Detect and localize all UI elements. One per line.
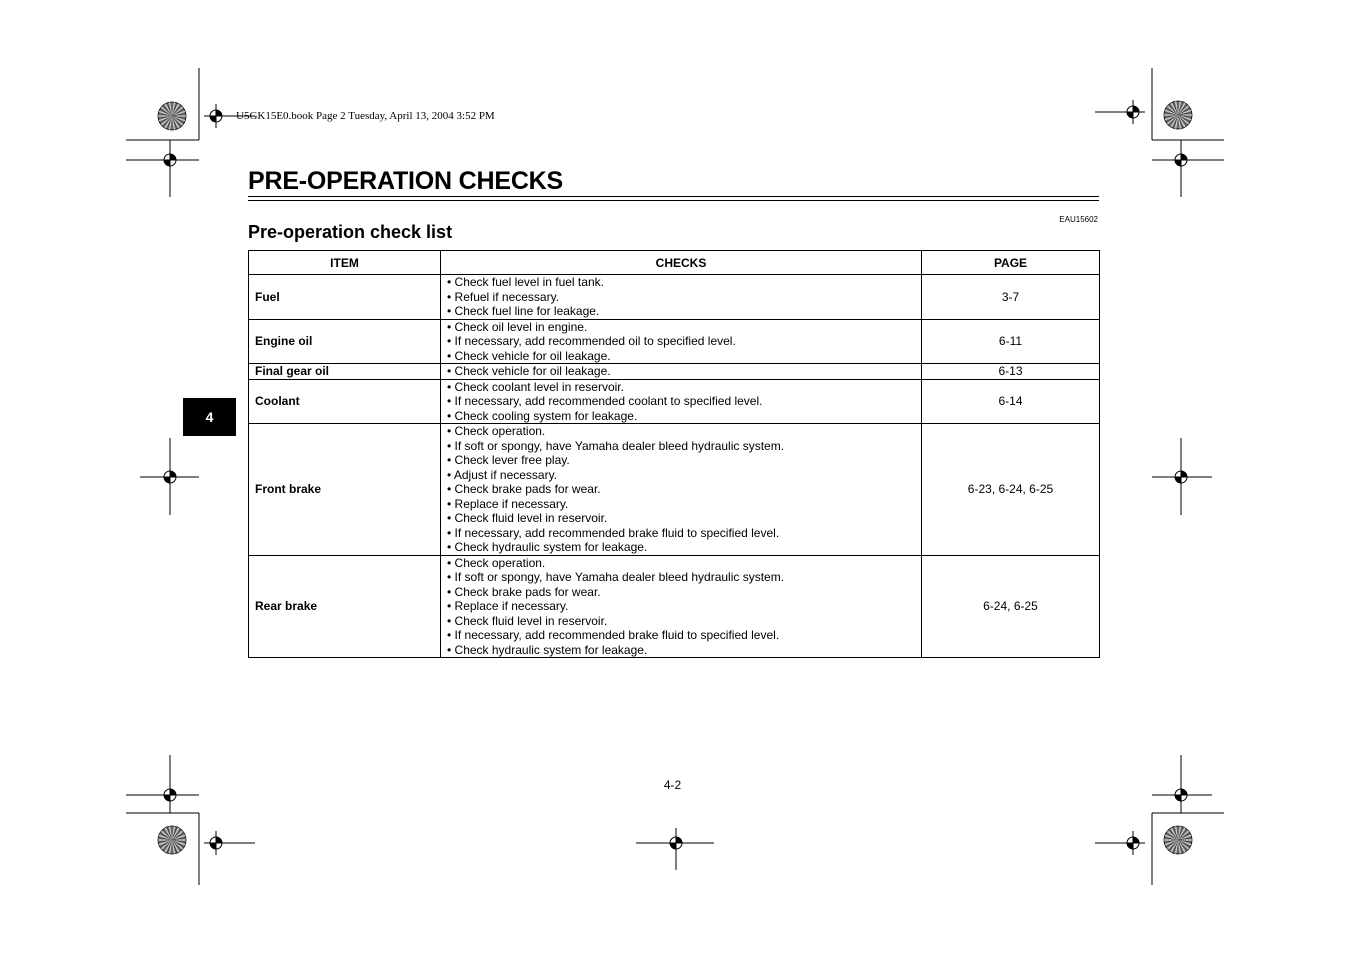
title-rule [248, 196, 1099, 197]
check-line: • Check hydraulic system for leakage. [447, 642, 648, 657]
check-line: • Check fluid level in reservoir. [447, 511, 608, 525]
title-rule-thin [248, 200, 1099, 201]
table-header-row [249, 251, 1100, 275]
check-list-table [248, 250, 1100, 658]
page-title: PRE-OPERATION CHECKS [248, 167, 564, 195]
check-line: • If soft or spongy, have Yamaha dealer bleed hydraulic system. [447, 570, 785, 584]
check-line: • Check operation. [447, 555, 546, 570]
book-info-header: U5GK15E0.book Page 2 Tuesday, April 13, 2004 3:52 PM [236, 110, 495, 122]
check-line: • Check oil level in engine. [447, 319, 588, 334]
table-row [249, 364, 1100, 380]
row-item: Fuel [249, 275, 441, 320]
check-line: • Check hydraulic system for leakage. [447, 540, 648, 554]
check-line: • Check vehicle for oil leakage. [447, 364, 611, 378]
check-line: • Check operation. [447, 424, 546, 438]
row-page: 6-23, 6-24, 6-25 [922, 424, 1100, 556]
check-line: • Refuel if necessary. [447, 289, 560, 304]
row-item: Final gear oil [249, 364, 441, 380]
row-page: 6-11 [922, 319, 1100, 364]
check-line: • Check fuel level in fuel tank. [447, 275, 604, 289]
header-page: PAGE [922, 251, 1100, 275]
table-row [249, 275, 1100, 320]
check-line: • Check brake pads for wear. [447, 584, 601, 599]
check-line: • Replace if necessary. [447, 599, 569, 613]
check-line: • Check fluid level in reservoir. [447, 613, 608, 628]
table-row [249, 555, 1100, 658]
row-item: Rear brake [249, 555, 441, 658]
check-line: • Check vehicle for oil leakage. [447, 348, 611, 363]
check-line: • Check brake pads for wear. [447, 482, 601, 496]
header-checks: CHECKS [441, 251, 922, 275]
check-line: • If soft or spongy, have Yamaha dealer bleed hydraulic system. [447, 438, 785, 453]
starburst-mark-icon [1164, 101, 1192, 129]
row-page: 6-24, 6-25 [922, 555, 1100, 658]
section-title: Pre-operation check list [248, 222, 453, 242]
check-line: • If necessary, add recommended coolant to specified level. [447, 394, 763, 408]
table-row [249, 319, 1100, 364]
row-page: 6-14 [922, 379, 1100, 424]
check-line: • Replace if necessary. [447, 496, 569, 511]
header-item: ITEM [249, 251, 441, 275]
table-row [249, 424, 1100, 556]
row-checks [441, 275, 922, 320]
check-line: • If necessary, add recommended brake fluid to specified level. [447, 628, 780, 642]
table-row [249, 379, 1100, 424]
row-checks [441, 364, 922, 380]
row-item: Front brake [249, 424, 441, 556]
row-page: 6-13 [922, 364, 1100, 380]
check-line: • Check lever free play. [447, 453, 570, 467]
check-line: • Check cooling system for leakage. [447, 408, 638, 423]
starburst-mark-icon [1164, 826, 1192, 854]
row-checks [441, 424, 922, 556]
check-line: • Check coolant level in reservoir. [447, 379, 624, 394]
check-line: • If necessary, add recommended brake fluid to specified level. [447, 525, 780, 540]
document-code: EAU15602 [1059, 215, 1098, 224]
starburst-mark-icon [158, 826, 186, 854]
row-checks [441, 555, 922, 658]
row-checks [441, 319, 922, 364]
check-line: • Check fuel line for leakage. [447, 304, 600, 318]
row-page: 3-7 [922, 275, 1100, 320]
row-item: Engine oil [249, 319, 441, 364]
page-number: 4-2 [663, 778, 682, 792]
starburst-mark-icon [158, 102, 186, 130]
row-item: Coolant [249, 379, 441, 424]
chapter-tab: 4 [183, 398, 236, 436]
check-line: • Adjust if necessary. [447, 467, 558, 482]
check-line: • If necessary, add recommended oil to specified level. [447, 334, 736, 348]
row-checks [441, 379, 922, 424]
